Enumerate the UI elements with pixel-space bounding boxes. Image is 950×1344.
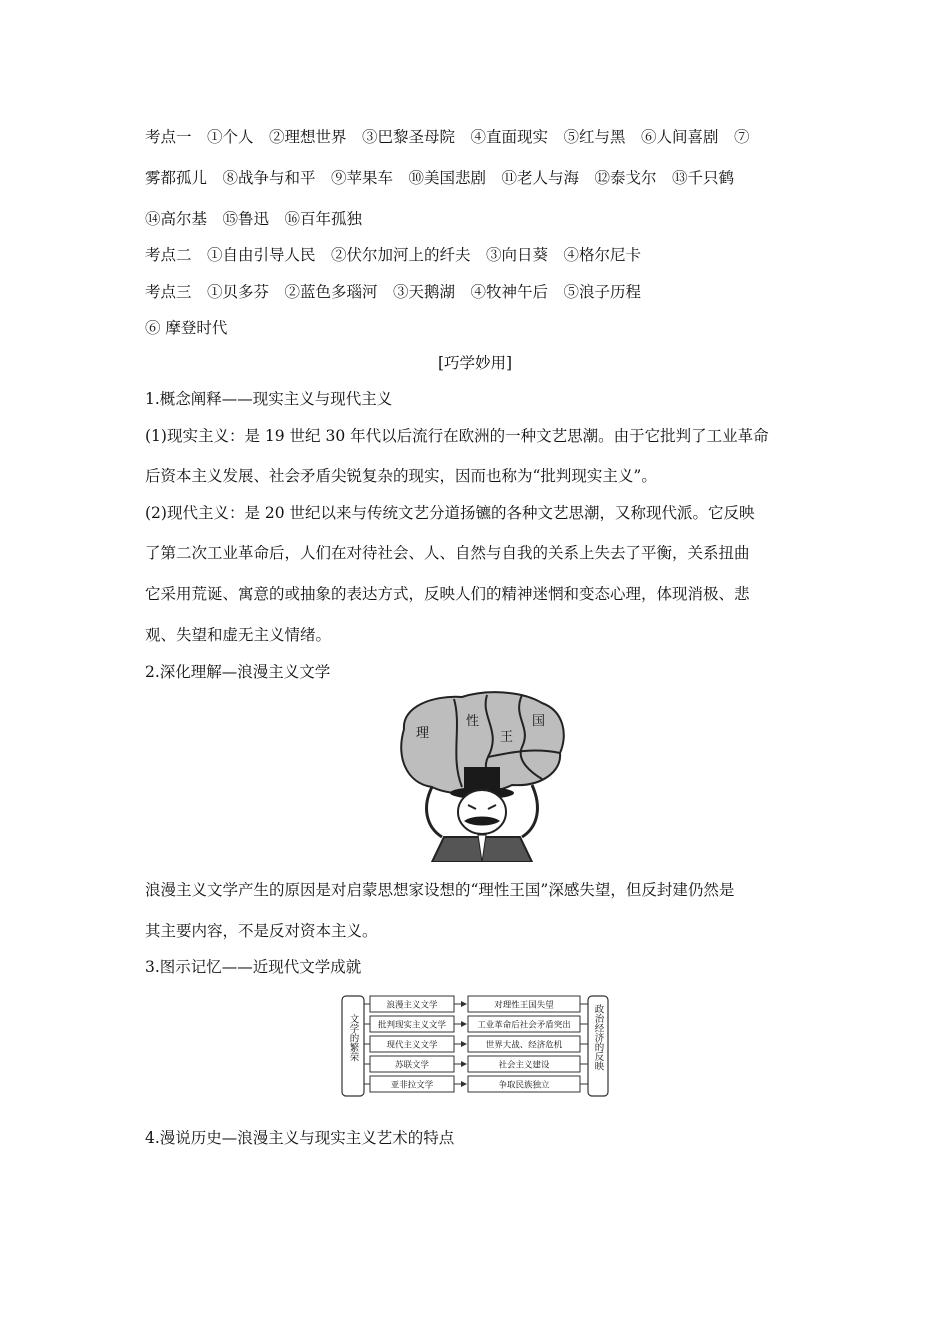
right-label: 政治经济的反映 (592, 1004, 604, 1071)
cause-label: 对理性王国失望 (494, 1000, 554, 1011)
item2-para-line: 浪漫主义文学产生的原因是对启蒙思想家设想的“理性王国”深感失望，但反封建仍然是 (145, 881, 735, 899)
literature-flow-diagram (340, 992, 610, 1102)
rational-kingdom-cartoon (392, 687, 572, 862)
kaodian-2-line: 考点二 ①自由引导人民 ②伏尔加河上的纤夫 ③向日葵 ④格尔尼卡 (145, 246, 642, 264)
item1-para-line: 后资本主义发展、社会矛盾尖锐复杂的现实，因而也称为“批判现实主义”。 (145, 467, 657, 485)
kaodian-3-line: 考点三 ①贝多芬 ②蓝色多瑙河 ③天鹅湖 ④牧神午后 ⑤浪子历程 (145, 283, 642, 301)
ill-char: 王 (500, 730, 514, 745)
cause-label: 工业革命后社会矛盾突出 (477, 1020, 571, 1031)
item1-para-line: (1)现实主义：是 19 世纪 30 年代以后流行在欧洲的一种文艺思潮。由于它批判了工业革命 (145, 427, 769, 445)
literature-label: 批判现实主义文学 (377, 1020, 447, 1031)
ill-char: 理 (416, 726, 430, 741)
kaodian-1-line: 考点一 ①个人 ②理想世界 ③巴黎圣母院 ④直面现实 ⑤红与黑 ⑥人间喜剧 ⑦ (145, 128, 750, 146)
item1-para-line: 它采用荒诞、寓意的或抽象的表达方式，反映人们的精神迷惘和变态心理，体现消极、悲 (145, 585, 750, 603)
ill-char: 国 (532, 714, 546, 729)
kaodian-1-line-end: ⑭高尔基 ⑮鲁迅 ⑯百年孤独 (145, 210, 363, 228)
item1-para-line: (2)现代主义：是 20 世纪以来与传统文艺分道扬镳的各种文艺思潮，又称现代派。它反映 (145, 504, 755, 522)
item1-para-line: 了第二次工业革命后，人们在对待社会、人、自然与自我的关系上失去了平衡，关系扭曲 (145, 544, 750, 562)
literature-label: 现代主义文学 (386, 1040, 438, 1051)
literature-label: 亚非拉文学 (390, 1080, 434, 1091)
section-heading: [巧学妙用] (437, 354, 513, 372)
item3-heading: 3.图示记忆——近现代文学成就 (145, 958, 362, 976)
kaodian-3-line-end: ⑥ 摩登时代 (145, 319, 228, 337)
literature-label: 浪漫主义文学 (386, 1000, 438, 1011)
left-label: 文学的繁荣 (347, 1014, 359, 1062)
item2-para-line: 其主要内容，不是反对资本主义。 (145, 922, 378, 940)
literature-label: 苏联文学 (394, 1060, 430, 1071)
item2-heading: 2.深化理解—浪漫主义文学 (145, 663, 331, 681)
cause-label: 争取民族独立 (498, 1080, 550, 1091)
item1-para-line: 观、失望和虚无主义情绪。 (145, 626, 332, 644)
kaodian-1-line-cont: 雾都孤儿 ⑧战争与和平 ⑨苹果车 ⑩美国悲剧 ⑪老人与海 ⑫泰戈尔 ⑬千只鹤 (145, 169, 735, 187)
ill-char: 性 (466, 714, 480, 729)
item1-heading: 1.概念阐释——现实主义与现代主义 (145, 390, 393, 408)
item4-heading: 4.漫说历史—浪漫主义与现实主义艺术的特点 (145, 1129, 455, 1147)
cause-label: 社会主义建设 (498, 1060, 550, 1071)
cause-label: 世界大战、经济危机 (485, 1040, 563, 1051)
